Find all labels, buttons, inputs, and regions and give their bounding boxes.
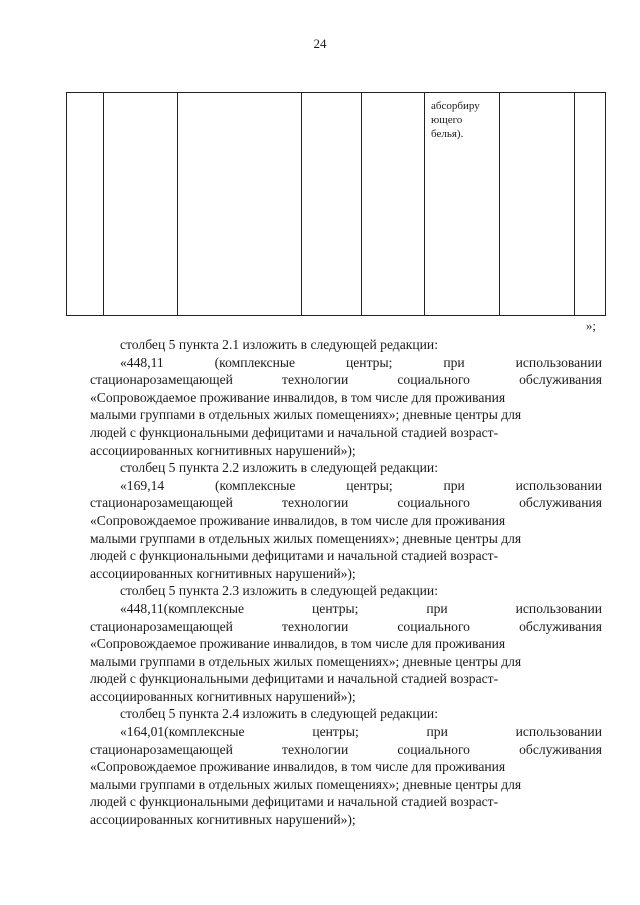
text-segment: людей с функциональными дефицитами и начальной стадией возраст- [90, 671, 499, 687]
text-segment: технологии [282, 741, 349, 757]
text-segment: обслуживания [519, 495, 602, 511]
text-segment: «169,14 [120, 477, 165, 493]
text-segment: технологии [282, 495, 349, 511]
text-segment: использовании [515, 724, 602, 740]
text-segment: ассоциированных когнитивных нарушений»); [90, 688, 356, 704]
table-column-divider [424, 93, 425, 315]
paragraph-line [90, 565, 602, 583]
text-segment: обслуживания [519, 372, 602, 388]
text-segment: (комплексные [214, 354, 296, 370]
text-segment: «Сопровождаемое проживание инвалидов, в том числе для проживания [90, 759, 506, 775]
paragraph-line [90, 811, 602, 829]
text-segment: центры; [346, 477, 393, 493]
paragraph-line [90, 406, 602, 424]
table-closing-quote: »; [585, 318, 596, 333]
paragraph-line [90, 442, 602, 460]
text-segment: центры; [345, 354, 393, 370]
text-segment: использовании [515, 354, 602, 370]
paragraph-line [90, 530, 602, 548]
text-segment: социального [397, 372, 470, 388]
text-segment: малыми группами в отдельных жилых помещениях»; дневные центры для [90, 776, 522, 792]
text-segment: «Сопровождаемое проживание инвалидов, в том числе для проживания [90, 512, 506, 528]
text-segment: использовании [515, 477, 602, 493]
text-segment: технологии [282, 372, 349, 388]
text-segment: людей с функциональными дефицитами и начальной стадией возраст- [90, 548, 499, 564]
paragraph-line [90, 758, 602, 776]
paragraph-line [90, 547, 602, 565]
text-segment: ассоциированных когнитивных нарушений»); [90, 442, 356, 458]
table-column-divider [574, 93, 575, 315]
section-heading: столбец 5 пункта 2.3 изложить в следующей редакции: [120, 583, 438, 599]
paragraph-line [90, 618, 602, 636]
text-segment: при [426, 724, 448, 740]
text-segment: при [426, 600, 448, 616]
table-column-divider [177, 93, 178, 315]
text-segment: ассоциированных когнитивных нарушений»); [90, 812, 356, 828]
table-column-divider [103, 93, 104, 315]
text-segment: «164,01(комплексные [120, 724, 245, 740]
paragraph-line [90, 723, 602, 741]
text-segment: социального [397, 495, 470, 511]
paragraph-line [90, 424, 602, 442]
table-column-divider [499, 93, 500, 315]
text-segment: социального [397, 618, 470, 634]
paragraph-line [90, 389, 602, 407]
text-segment: малыми группами в отдельных жилых помещениях»; дневные центры для [90, 407, 522, 423]
page-number: 24 [313, 36, 327, 51]
paragraph-line [90, 635, 602, 653]
section-heading: столбец 5 пункта 2.1 изложить в следующей редакции: [120, 337, 438, 352]
text-segment: при [443, 477, 465, 493]
text-segment: стационарозамещающей [90, 495, 233, 511]
paragraph-line [90, 600, 602, 618]
paragraph-line [90, 776, 602, 794]
text-segment: стационарозамещающей [90, 372, 233, 388]
paragraph-line [90, 512, 602, 530]
section-heading: столбец 5 пункта 2.2 изложить в следующей редакции: [120, 460, 438, 476]
text-segment: при [443, 354, 465, 370]
text-segment: центры; [312, 600, 359, 616]
text-segment: центры; [312, 724, 359, 740]
document-body [90, 336, 602, 829]
text-segment: «Сопровождаемое проживание инвалидов, в том числе для проживания [90, 389, 506, 405]
text-segment: «Сопровождаемое проживание инвалидов, в том числе для проживания [90, 636, 506, 652]
paragraph-line [90, 354, 602, 372]
table-column-divider [361, 93, 362, 315]
text-segment: использовании [515, 600, 602, 616]
paragraph-line [90, 477, 602, 495]
table-column-divider [301, 93, 302, 315]
text-segment: ассоциированных когнитивных нарушений»); [90, 565, 356, 581]
text-segment: технологии [282, 618, 349, 634]
table-fragment [66, 92, 606, 316]
text-segment: обслуживания [519, 618, 602, 634]
text-segment: малыми группами в отдельных жилых помещениях»; дневные центры для [90, 653, 522, 669]
text-segment: обслуживания [519, 741, 602, 757]
text-segment: стационарозамещающей [90, 741, 233, 757]
paragraph-line [90, 494, 602, 512]
paragraph-line [90, 653, 602, 671]
paragraph-line [90, 793, 602, 811]
text-segment: людей с функциональными дефицитами и начальной стадией возраст- [90, 424, 499, 440]
paragraph-line [90, 741, 602, 759]
text-segment: стационарозамещающей [90, 618, 233, 634]
paragraph-line [90, 688, 602, 706]
paragraph-line [90, 371, 602, 389]
cell-line: ющего [431, 114, 463, 126]
paragraph-line [90, 670, 602, 688]
text-segment: (комплексные [215, 477, 296, 493]
text-segment: малыми группами в отдельных жилых помещениях»; дневные центры для [90, 530, 522, 546]
text-segment: социального [397, 741, 470, 757]
text-segment: людей с функциональными дефицитами и начальной стадией возраст- [90, 794, 499, 810]
cell-line: абсорбиру [431, 100, 480, 112]
text-segment: «448,11(комплексные [120, 600, 245, 616]
table-cell-text [431, 99, 499, 141]
cell-line: белья). [431, 128, 464, 140]
text-segment: «448,11 [120, 354, 164, 370]
section-heading: столбец 5 пункта 2.4 изложить в следующей редакции: [120, 706, 438, 722]
